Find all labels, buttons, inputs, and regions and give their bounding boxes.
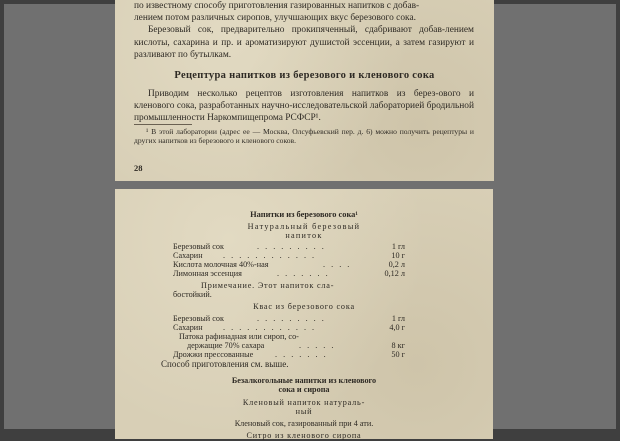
ingredient-amount: 0,2 л — [388, 260, 405, 269]
ingredient-name: Сахарин — [173, 323, 203, 332]
leader-dots: . . . . . . . . . . . . — [223, 251, 317, 260]
footnote: ¹ В этой лаборатории (адрес ее — Москва, Олсуфьевский пер. д. 6) можно получить рецептуры и других напитков из березового и кленового соков. — [134, 127, 474, 146]
leader-dots: . . . . . . . . . . . . — [223, 323, 317, 332]
paragraph-birch-sap: Березовый сок, предварительно прокипяченный, сдабривают добав-лением кислоты, сахарина и пр. и ароматизируют душистой эссенции, а затем газируют и разливают по бутылкам. — [134, 25, 474, 60]
ingredient-amount: 1 гл — [391, 242, 405, 251]
leader-dots: . . . . . . . . . — [257, 242, 326, 251]
leader-dots: . . . . . . . — [275, 350, 328, 359]
ingredient-amount: 10 г — [391, 251, 405, 260]
ingredient-name: Сахарин — [173, 251, 203, 260]
ingredient-amount: 0,12 л — [384, 269, 405, 278]
leader-dots: . . . . . . . . . — [257, 314, 326, 323]
section-heading: сока и сиропа — [278, 385, 330, 394]
section-heading: Безалкогольные напитки из кленового — [231, 376, 377, 385]
footnote-divider — [134, 124, 192, 125]
recipe-title: Квас из березового сока — [253, 302, 355, 311]
ingredient-amount: 1 гл — [391, 314, 405, 323]
paragraph-intro — [134, 0, 474, 61]
recipe-title: Ситро из кленового сиропа — [246, 431, 362, 440]
section-heading: Рецептура напитков из березового и кленового сока — [174, 70, 435, 81]
paragraph-line: лением потом различных сиропов, улучшающих вкус березового сока. — [134, 13, 416, 24]
ingredient-name: держащие 70% сахара — [187, 341, 265, 350]
method-text: Способ приготовления см. выше. — [161, 359, 289, 369]
book-page-top — [115, 0, 494, 181]
paragraph-line: по известному способу приготовления газированных напитков с добав- — [134, 1, 420, 11]
note-text: Примечание. Этот напиток сла- — [201, 281, 335, 290]
ingredient-name: Березовый сок — [173, 314, 224, 323]
page-title: Напитки из березового сока¹ — [250, 210, 358, 219]
viewer-background — [4, 1, 616, 440]
book-page-bottom — [115, 189, 493, 439]
ingredient-name: Патока рафинадная или сироп, со- — [179, 332, 299, 341]
ingredient-row — [173, 269, 405, 279]
leader-dots: . . . . . . . — [277, 269, 330, 278]
ingredient-name: Кислота молочная 40%-ная — [173, 260, 269, 269]
ingredient-amount: 4,0 г — [389, 323, 405, 332]
ingredient-name: Дрожжи прессованные — [173, 350, 254, 359]
note-text: бостойкий. — [173, 290, 212, 299]
recipe-title: ный — [295, 407, 313, 416]
recipe-title: Натуральный березовый — [247, 222, 361, 231]
ingredient-amount: 50 г — [391, 350, 405, 359]
recipe-title: Кленовый напиток натураль- — [242, 398, 366, 407]
ingredient-name: Березовый сок — [173, 242, 224, 251]
paragraph-recipes: Приводим несколько рецептов изготовления напитков из берез-ового и кленового сока, разработанных научно-исследовательской лабораторией бродильной промышленности Наркомпищепрома РСФСР¹. — [134, 89, 474, 124]
recipe-title: напиток — [285, 231, 323, 240]
leader-dots: . . . . — [323, 260, 352, 269]
ingredient-amount: 8 кг — [391, 341, 405, 350]
leader-dots: . . . . . — [299, 341, 336, 350]
recipe-text: Кленовый сок, газированный при 4 ати. — [234, 419, 374, 428]
ingredient-name: Лимонная эссенция — [173, 269, 242, 278]
page-number: 28 — [134, 163, 143, 173]
